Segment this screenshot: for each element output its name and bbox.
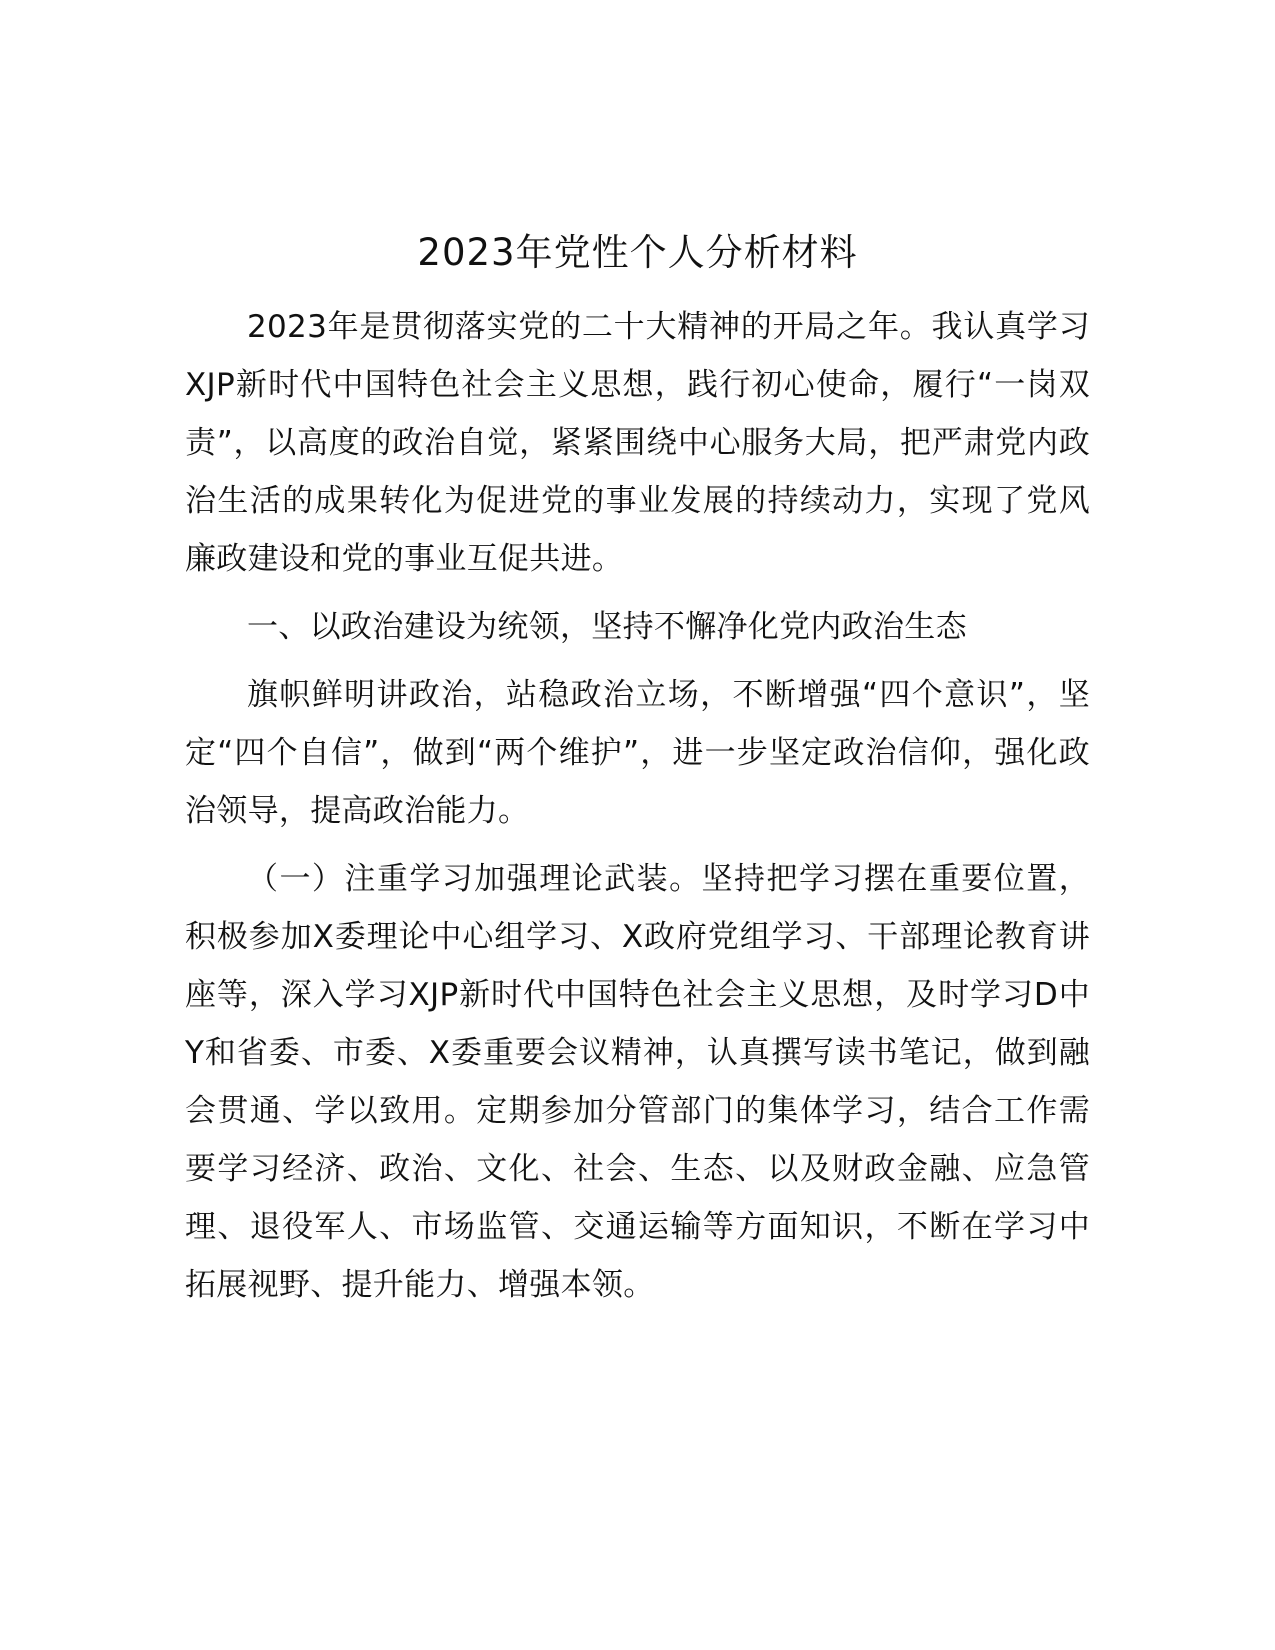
- section-heading-1: 一、以政治建设为统领，坚持不懈净化党内政治生态: [247, 609, 967, 645]
- subsection-1-paragraph: （一）注重学习加强理论武装。坚持把学习摆在重要位置，积极参加X委理论中心组学习、X政府党组学习、干部理论教育讲座等，深入学习XJP新时代中国特色社会主义思想，及时学习D中Y和省委、市委、X委重要会议精神，认真撰写读书笔记，做到融会贯通、学以致用。定期参加分管部门的集体学习，结合工作需要学习经济、政治、文化、社会、生态、以及财政金融、应急管理、退役军人、市场监管、交通运输等方面知识，不断在学习中拓展视野、提升能力、增强本领。: [185, 861, 1090, 1303]
- intro-paragraph: 2023年是贯彻落实党的二十大精神的开局之年。我认真学习XJP新时代中国特色社会主义思想，践行初心使命，履行“一岗双责”，以高度的政治自觉，紧紧围绕中心服务大局，把严肃党内政治生活的成果转化为促进党的事业发展的持续动力，实现了党风廉政建设和党的事业互促共进。: [185, 309, 1090, 577]
- document-title: 2023年党性个人分析材料: [417, 231, 858, 274]
- section-1-paragraph: 旗帜鲜明讲政治，站稳政治立场，不断增强“四个意识”，坚定“四个自信”，做到“两个维护”，进一步坚定政治信仰，强化政治领导，提高政治能力。: [185, 677, 1090, 829]
- document-body: [185, 222, 1090, 1324]
